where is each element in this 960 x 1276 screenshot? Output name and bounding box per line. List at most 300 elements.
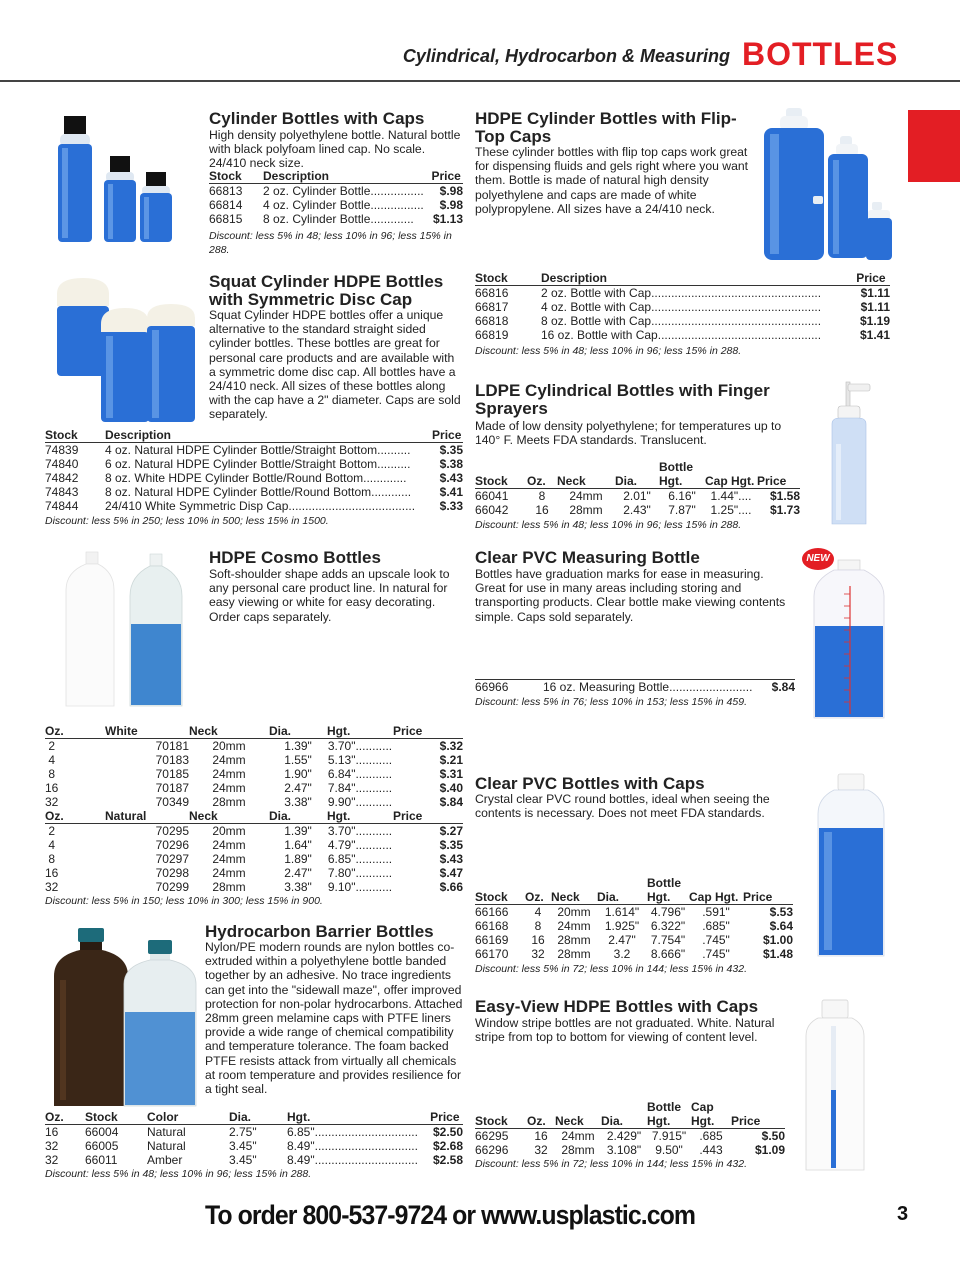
neck-cell: 24mm: [212, 866, 246, 880]
th-neck: Neck: [555, 1100, 601, 1129]
stock-cell: 70297: [155, 852, 189, 866]
dia-cell: 1.90": [284, 767, 312, 781]
stock-cell: 66816: [475, 286, 509, 300]
stock-cell: 66166: [475, 905, 509, 919]
table-row: 2 70181 20mm 1.39" 3.70"........... $.32: [48, 739, 463, 753]
desc-cell: 2 oz. Cylinder Bottle: [263, 184, 371, 198]
oz-cell: 16: [531, 933, 545, 947]
s9-table: [475, 1100, 785, 1157]
s9-discount: Discount: less 5% in 72; less 10% in 144; less 15% in 432.: [475, 1158, 747, 1170]
table-header: [475, 876, 793, 905]
color-cell: Natural: [147, 1139, 186, 1153]
neck-cell: 20mm: [557, 905, 591, 919]
dia-cell: 3.2: [613, 947, 631, 961]
th-price: Price: [430, 1110, 463, 1125]
price-cell: $1.09: [754, 1143, 785, 1157]
th-white: White: [105, 724, 189, 739]
s7-table: [475, 876, 793, 961]
dia-cell: 3.45": [229, 1153, 257, 1167]
table-row: 2 70295 20mm 1.39" 3.70"........... $.27: [48, 824, 463, 838]
neck-cell: 20mm: [212, 824, 246, 838]
s6-desc: Bottles have graduation marks for ease in measuring. Great for use in many areas including storing and transporting products. Clear bottle make viewing contents simple. Caps sold separately.: [475, 567, 786, 624]
table-row: 8 70185 24mm 1.90" 6.84"........... $.31: [48, 767, 463, 781]
price-cell: $1.19: [859, 314, 890, 328]
price-cell: $.35: [439, 443, 463, 457]
hgt-cell: 9.10": [327, 880, 356, 894]
table-row: 66816 2 oz. Bottle with Cap................................................... $1.11: [475, 286, 890, 300]
dia-cell: 1.925": [604, 919, 640, 933]
oz-cell: 32: [45, 795, 59, 809]
desc-cell: 16 oz. Bottle with Cap: [541, 328, 658, 342]
table-row: 32 66011 Amber 3.45" 8.49"............................... $2.58: [45, 1153, 463, 1167]
stock-cell: 70181: [155, 739, 189, 753]
desc-cell: 8 oz. White HDPE Cylinder Bottle/Round Bottom: [105, 471, 364, 485]
th-bottle-hgt: Bottle Hgt.: [647, 1100, 691, 1129]
price-cell: $.43: [439, 852, 463, 866]
stock-cell: 70349: [155, 795, 189, 809]
neck-cell: 20mm: [212, 739, 246, 753]
table-row: 32 70349 28mm 3.38" 9.90"........... $.84: [45, 795, 463, 809]
hgt-cell: 8.49": [287, 1139, 315, 1153]
table-subheader: [45, 809, 463, 824]
new-badge: NEW: [802, 548, 834, 570]
th-dia: Dia.: [601, 1100, 647, 1129]
oz-cell: 4: [48, 838, 56, 852]
hgt-cell: 7.84": [327, 781, 356, 795]
table-header: [475, 1100, 785, 1129]
dia-cell: 1.39": [284, 739, 312, 753]
price-cell: $.35: [439, 838, 463, 852]
th-bottle-hgt: Bottle Hgt.: [659, 460, 705, 489]
table-row: 74844 24/410 White Symmetric Disp Cap...................................... $.33: [45, 499, 463, 513]
table-row: 8 70297 24mm 1.89" 6.85"........... $.43: [48, 852, 463, 866]
oz-cell: 32: [45, 880, 59, 894]
hgt-cell: 6.85": [327, 852, 356, 866]
price-cell: $.31: [439, 767, 463, 781]
table-row: 66819 16 oz. Bottle with Cap................................................. $1.41: [475, 328, 890, 342]
oz-cell: 8: [48, 767, 56, 781]
stock-cell: 74840: [45, 457, 79, 471]
th-natural: Natural: [105, 809, 189, 824]
stock-cell: 74844: [45, 499, 79, 513]
dia-cell: 2.429": [606, 1129, 642, 1143]
neck-cell: 28mm: [212, 795, 246, 809]
oz-cell: 32: [45, 1153, 59, 1167]
table-row: [475, 947, 793, 961]
table-row: 16 70187 24mm 2.47" 7.84"........... $.40: [45, 781, 463, 795]
cap-hgt-cell: .685": [702, 919, 730, 933]
table-row: 4 70296 24mm 1.64" 4.79"........... $.35: [48, 838, 463, 852]
dia-cell: 2.01": [623, 489, 651, 503]
hgt-cell: 3.70": [327, 824, 356, 838]
table-row: [475, 905, 793, 920]
s4-title: LDPE Cylindrical Bottles with Finger Sprayers: [475, 381, 770, 418]
table-row: 66815 8 oz. Cylinder Bottle............. $1.13: [209, 212, 463, 226]
dia-cell: 1.89": [284, 852, 312, 866]
th-stock: Stock: [475, 1100, 527, 1129]
price-cell: $1.73: [769, 503, 800, 517]
stock-cell: 74842: [45, 471, 79, 485]
th-dia: Dia.: [269, 724, 327, 739]
th-stock: Stock: [475, 271, 541, 286]
dia-cell: 3.38": [284, 795, 312, 809]
table-row: [475, 919, 793, 933]
price-cell: $.50: [761, 1129, 785, 1143]
stock-cell: 70296: [155, 838, 189, 852]
price-cell: $.84: [439, 795, 463, 809]
dia-cell: 2.47": [284, 866, 312, 880]
table-row: 74839 4 oz. Natural HDPE Cylinder Bottle/Straight Bottom.......... $.35: [45, 443, 463, 457]
oz-cell: 32: [531, 947, 545, 961]
th-neck: Neck: [557, 460, 615, 489]
neck-cell: 28mm: [561, 1143, 595, 1157]
hgt-cell: 3.70": [327, 739, 356, 753]
s3-desc: Squat Cylinder HDPE bottles offer a unique alternative to the standard straight sided cylinder bottles. These bottles are great for personal care products and are available with a symmetric dome disc cap. All bottles have a 24/410 neck. All sizes of these bottles along with the cap have a 2" diameter. Caps are sold separately.: [209, 308, 461, 422]
hgt-cell: 6.85": [287, 1125, 315, 1139]
clear-pvc-bottle-image: [812, 770, 892, 960]
color-cell: Amber: [147, 1153, 183, 1167]
stock-cell: 66168: [475, 919, 509, 933]
th-cap-hgt: Cap Hgt.: [691, 1100, 731, 1129]
bottle-hgt-cell: 7.87": [668, 503, 696, 517]
table-row: 66817 4 oz. Bottle with Cap................................................... $1.11: [475, 300, 890, 314]
stock-cell: 66170: [475, 947, 509, 961]
measuring-bottle-image: [810, 558, 895, 723]
price-cell: $.38: [439, 457, 463, 471]
table-row: 66041 8 24mm 2.01" 6.16" 1.44".... $1.58: [475, 489, 800, 503]
oz-cell: 4: [534, 905, 542, 919]
th-hgt: Hgt.: [327, 809, 393, 824]
cap-hgt-cell: .745": [702, 933, 730, 947]
price-cell: $.53: [769, 905, 793, 919]
bottle-hgt-cell: 4.796": [650, 905, 686, 919]
neck-cell: 24mm: [212, 753, 246, 767]
s6-discount: Discount: less 5% in 76; less 10% in 153; less 15% in 459.: [475, 696, 747, 708]
oz-cell: 2: [48, 824, 56, 838]
stock-cell: 66004: [85, 1125, 119, 1139]
table-row: 66813 2 oz. Cylinder Bottle................ $.98: [209, 184, 463, 198]
dia-cell: 1.39": [284, 824, 312, 838]
price-cell: $.21: [439, 753, 463, 767]
cap-hgt-cell: .685: [699, 1129, 723, 1143]
header-rule: [0, 80, 960, 82]
table-row: [475, 1129, 785, 1144]
th-stock: Stock: [209, 169, 263, 184]
section-tab: [908, 110, 960, 182]
price-cell: $.66: [439, 880, 463, 894]
stock-cell: 70185: [155, 767, 189, 781]
s2-table: [475, 271, 890, 342]
s4-desc: Made of low density polyethylene; for temperatures up to 140° F. Meets FDA standards. Translucent.: [475, 419, 782, 448]
s4-discount: Discount: less 5% in 48; less 10% in 96; less 15% in 288.: [475, 519, 742, 531]
th-description: Description: [541, 271, 856, 286]
cylinder-bottles-image: [50, 108, 200, 248]
th-stock: Stock: [85, 1110, 147, 1125]
price-cell: $1.48: [762, 947, 793, 961]
s8-table: [45, 1110, 463, 1167]
cosmo-bottles-image: [58, 548, 193, 713]
stock-cell: 66817: [475, 300, 509, 314]
dia-cell: 1.64": [284, 838, 312, 852]
s5-table: [45, 724, 463, 894]
cap-hgt-cell: 1.44": [710, 489, 739, 503]
flip-top-bottles-image: [758, 106, 898, 266]
s3-title: Squat Cylinder HDPE Bottles with Symmetric Disc Cap: [209, 272, 444, 309]
th-cap-hgt: Cap Hgt.: [689, 876, 743, 905]
table-header: [45, 724, 463, 739]
desc-cell: 2 oz. Bottle with Cap: [541, 286, 652, 300]
order-footer[interactable]: To order 800-537-9724 or www.usplastic.com: [205, 1200, 696, 1230]
cap-hgt-cell: .745": [702, 947, 730, 961]
th-oz: Oz.: [527, 1100, 555, 1129]
dia-cell: 3.45": [229, 1139, 257, 1153]
header-title: BOTTLES: [742, 36, 899, 72]
price-cell: $1.00: [762, 933, 793, 947]
oz-cell: 16: [45, 1125, 59, 1139]
th-price: Price: [393, 724, 463, 739]
s2-discount: Discount: less 5% in 48; less 10% in 96; less 15% in 288.: [475, 345, 742, 357]
neck-cell: 28mm: [557, 947, 591, 961]
table-row: 66814 4 oz. Cylinder Bottle................ $.98: [209, 198, 463, 212]
desc-cell: 16 oz. Measuring Bottle: [543, 680, 670, 694]
stock-cell: 66295: [475, 1129, 509, 1143]
price-cell: $.64: [769, 919, 793, 933]
price-cell: $1.58: [769, 489, 800, 503]
th-oz: Oz.: [525, 876, 551, 905]
th-stock: Stock: [475, 460, 527, 489]
th-dia: Dia.: [615, 460, 659, 489]
stock-cell: 66011: [85, 1153, 118, 1167]
th-oz: Oz.: [45, 1110, 85, 1125]
hydrocarbon-bottles-image: [50, 922, 205, 1114]
neck-cell: 24mm: [557, 919, 591, 933]
oz-cell: 8: [538, 489, 546, 503]
s1-desc: High density polyethylene bottle. Natural bottle with black polyfoam lined cap. No scale. 24/410 neck size.: [209, 128, 461, 171]
desc-cell: 24/410 White Symmetric Disp Cap: [105, 499, 289, 513]
stock-cell: 74839: [45, 443, 79, 457]
neck-cell: 28mm: [212, 880, 246, 894]
desc-cell: 4 oz. Cylinder Bottle: [263, 198, 371, 212]
finger-sprayer-bottle-image: [818, 380, 888, 530]
table-row: [475, 1143, 785, 1157]
dia-cell: 2.75": [229, 1125, 257, 1139]
s9-desc: Window stripe bottles are not graduated. White. Natural stripe from top to bottom for viewing of content level.: [475, 1016, 775, 1045]
table-row: 32 66005 Natural 3.45" 8.49"............................... $2.68: [45, 1139, 463, 1153]
th-price: Price: [757, 460, 800, 489]
cap-hgt-cell: 1.25": [710, 503, 739, 517]
s3-table: [45, 428, 463, 513]
table-row: 74843 8 oz. Natural HDPE Cylinder Bottle/Round Bottom............ $.41: [45, 485, 463, 499]
s8-title: Hydrocarbon Barrier Bottles: [205, 922, 434, 941]
th-cap-hgt: Cap Hgt.: [705, 460, 757, 489]
bottle-hgt-cell: 6.322": [650, 919, 686, 933]
header-subtitle: Cylindrical, Hydrocarbon & Measuring: [402, 46, 730, 66]
th-price: Price: [731, 1100, 785, 1129]
s9-title: Easy-View HDPE Bottles with Caps: [475, 997, 759, 1016]
bottle-hgt-cell: 6.16": [668, 489, 696, 503]
stock-cell: 66169: [475, 933, 509, 947]
table-row: 16 66004 Natural 2.75" 6.85"............................... $2.50: [45, 1125, 463, 1139]
hgt-cell: 5.13": [327, 753, 356, 767]
price-cell: $1.41: [859, 328, 890, 342]
s7-desc: Crystal clear PVC round bottles, ideal when seeing the contents is necessary. Does not meet FDA standards.: [475, 792, 770, 821]
hgt-cell: 6.84": [327, 767, 356, 781]
hgt-cell: 4.79": [327, 838, 356, 852]
stock-cell: 70183: [155, 753, 189, 767]
table-row: 66966 16 oz. Measuring Bottle......................... $.84: [475, 680, 795, 694]
desc-cell: 8 oz. Natural HDPE Cylinder Bottle/Round Bottom: [105, 485, 372, 499]
th-description: Description: [263, 169, 432, 184]
th-stock: Stock: [475, 876, 525, 905]
s7-discount: Discount: less 5% in 72; less 10% in 144; less 15% in 432.: [475, 963, 747, 975]
th-neck: Neck: [189, 809, 269, 824]
s1-table: [209, 169, 463, 226]
price-cell: $.27: [439, 824, 463, 838]
neck-cell: 24mm: [212, 838, 246, 852]
stock-cell: 74843: [45, 485, 79, 499]
hgt-cell: 7.80": [327, 866, 356, 880]
oz-cell: 16: [45, 781, 59, 795]
table-row: 74842 8 oz. White HDPE Cylinder Bottle/Round Bottom............. $.43: [45, 471, 463, 485]
neck-cell: 24mm: [212, 852, 246, 866]
stock-cell: 66819: [475, 328, 509, 342]
table-header: [45, 428, 463, 443]
s6-table: [475, 679, 795, 694]
dia-cell: 2.47": [608, 933, 636, 947]
stock-cell: 66296: [475, 1143, 509, 1157]
price-cell: $.40: [439, 781, 463, 795]
s1-discount: Discount: less 5% in 48; less 10% in 96; less 15% in 288.: [209, 230, 452, 256]
table-header: [475, 460, 800, 489]
price-cell: $.98: [439, 184, 463, 198]
oz-cell: 32: [534, 1143, 548, 1157]
th-dia: Dia.: [269, 809, 327, 824]
bottle-hgt-cell: 7.754": [650, 933, 686, 947]
desc-cell: 8 oz. Bottle with Cap: [541, 314, 652, 328]
stock-cell: 66041: [475, 489, 509, 503]
price-cell: $.84: [771, 680, 795, 694]
dia-cell: 1.55": [284, 753, 312, 767]
oz-cell: 2: [48, 739, 56, 753]
stock-cell: 66042: [475, 503, 509, 517]
s2-desc: These cylinder bottles with flip top caps work great for dispensing fluids and gels right where you want them. Bottle is made of natural high density polyethylene and caps are made of white polypropylene. All sizes have a 24/410 neck.: [475, 145, 749, 216]
price-cell: $.98: [439, 198, 463, 212]
oz-cell: 8: [534, 919, 542, 933]
dia-cell: 3.38": [284, 880, 312, 894]
oz-cell: 32: [45, 1139, 59, 1153]
table-row: 4 70183 24mm 1.55" 5.13"........... $.21: [48, 753, 463, 767]
stock-cell: 66818: [475, 314, 509, 328]
th-neck: Neck: [551, 876, 597, 905]
stock-cell: 70295: [155, 824, 189, 838]
oz-cell: 16: [534, 1129, 548, 1143]
price-cell: $.32: [439, 739, 463, 753]
squat-cylinder-bottles-image: [45, 272, 205, 430]
th-price: Price: [432, 169, 464, 184]
th-price: Price: [432, 428, 462, 442]
price-cell: $.33: [439, 499, 463, 513]
th-oz: Oz.: [527, 460, 557, 489]
price-cell: $.43: [439, 471, 463, 485]
neck-cell: 24mm: [212, 781, 246, 795]
th-description: Description: [105, 428, 432, 443]
oz-cell: 16: [535, 503, 549, 517]
th-price: Price: [393, 809, 463, 824]
s3-discount: Discount: less 5% in 250; less 10% in 500; less 15% in 1500.: [45, 515, 329, 527]
dia-cell: 2.43": [623, 503, 651, 517]
bottle-hgt-cell: 8.666": [650, 947, 686, 961]
s2-title: HDPE Cylinder Bottles with Flip-Top Caps: [475, 109, 737, 146]
desc-cell: 4 oz. Bottle with Cap: [541, 300, 652, 314]
cap-hgt-cell: .591": [702, 905, 730, 919]
table-row: 66042 16 28mm 2.43" 7.87" 1.25".... $1.73: [475, 503, 800, 517]
s5-title: HDPE Cosmo Bottles: [209, 548, 381, 567]
desc-cell: 8 oz. Cylinder Bottle: [263, 212, 371, 226]
table-row: 66818 8 oz. Bottle with Cap................................................... $1.19: [475, 314, 890, 328]
table-header: [475, 271, 890, 286]
bottle-hgt-cell: 7.915": [651, 1129, 687, 1143]
s7-title: Clear PVC Bottles with Caps: [475, 774, 705, 793]
table-row: 32 70299 28mm 3.38" 9.10"........... $.66: [45, 880, 463, 894]
th-price: Price: [743, 876, 793, 905]
neck-cell: 28mm: [557, 933, 591, 947]
stock-cell: 70298: [155, 866, 189, 880]
th-stock: Stock: [45, 428, 105, 443]
th-color: Color: [147, 1110, 229, 1125]
dia-cell: 1.614": [604, 905, 640, 919]
desc-cell: 6 oz. Natural HDPE Cylinder Bottle/Straight Bottom: [105, 457, 378, 471]
page-number: 3: [897, 1203, 909, 1225]
table-row: 16 70298 24mm 2.47" 7.80"........... $.47: [45, 866, 463, 880]
color-cell: Natural: [147, 1125, 186, 1139]
th-dia: Dia.: [229, 1110, 287, 1125]
easy-view-bottle-image: [802, 996, 872, 1176]
desc-cell: 4 oz. Natural HDPE Cylinder Bottle/Straight Bottom: [105, 443, 378, 457]
s8-desc: Nylon/PE modern rounds are nylon bottles co-extruded within a polyethylene bottle banded together by an adhesive. No trace ingredients can get into the "sidewall maze", offer improved protection for non-polar hydrocarbons. Attached 28mm green melamine caps with PTFE liners provide a wide range of chemical compatibility and temperature tolerance. The foam backed PTFE resists attack from virtually all chemicals at room temperature and provides resilience for a tight seal.: [205, 940, 463, 1097]
dia-cell: 3.108": [606, 1143, 642, 1157]
cap-hgt-cell: .443: [699, 1143, 723, 1157]
s6-title: Clear PVC Measuring Bottle: [475, 548, 700, 567]
oz-cell: 16: [45, 866, 59, 880]
oz-cell: 8: [48, 852, 56, 866]
th-price: Price: [856, 271, 890, 286]
hgt-cell: 9.90": [327, 795, 356, 809]
s8-discount: Discount: less 5% in 48; less 10% in 96; less 15% in 288.: [45, 1168, 312, 1180]
table-row: [475, 933, 793, 947]
s5-desc: Soft-shoulder shape adds an upscale look to any personal care product line. In natural for easy viewing or white for easy decorating. Order caps separately.: [209, 567, 450, 624]
th-oz: Oz.: [45, 724, 105, 739]
table-row: 74840 6 oz. Natural HDPE Cylinder Bottle/Straight Bottom.......... $.38: [45, 457, 463, 471]
s1-title: Cylinder Bottles with Caps: [209, 109, 425, 128]
price-cell: $1.13: [432, 212, 463, 226]
th-dia: Dia.: [597, 876, 647, 905]
price-cell: $2.50: [432, 1125, 463, 1139]
neck-cell: 24mm: [569, 489, 603, 503]
table-header: [209, 169, 463, 184]
hgt-cell: 8.49": [287, 1153, 315, 1167]
stock-cell: 70299: [155, 880, 189, 894]
price-cell: $.41: [439, 485, 463, 499]
price-cell: $2.68: [432, 1139, 463, 1153]
stock-cell: 66005: [85, 1139, 119, 1153]
th-hgt: Hgt.: [287, 1110, 430, 1125]
stock-cell: 66814: [209, 198, 243, 212]
neck-cell: 24mm: [561, 1129, 595, 1143]
price-cell: $1.11: [860, 300, 890, 314]
th-bottle-hgt: Bottle Hgt.: [647, 876, 689, 905]
dia-cell: 2.47": [284, 781, 312, 795]
oz-cell: 4: [48, 753, 56, 767]
